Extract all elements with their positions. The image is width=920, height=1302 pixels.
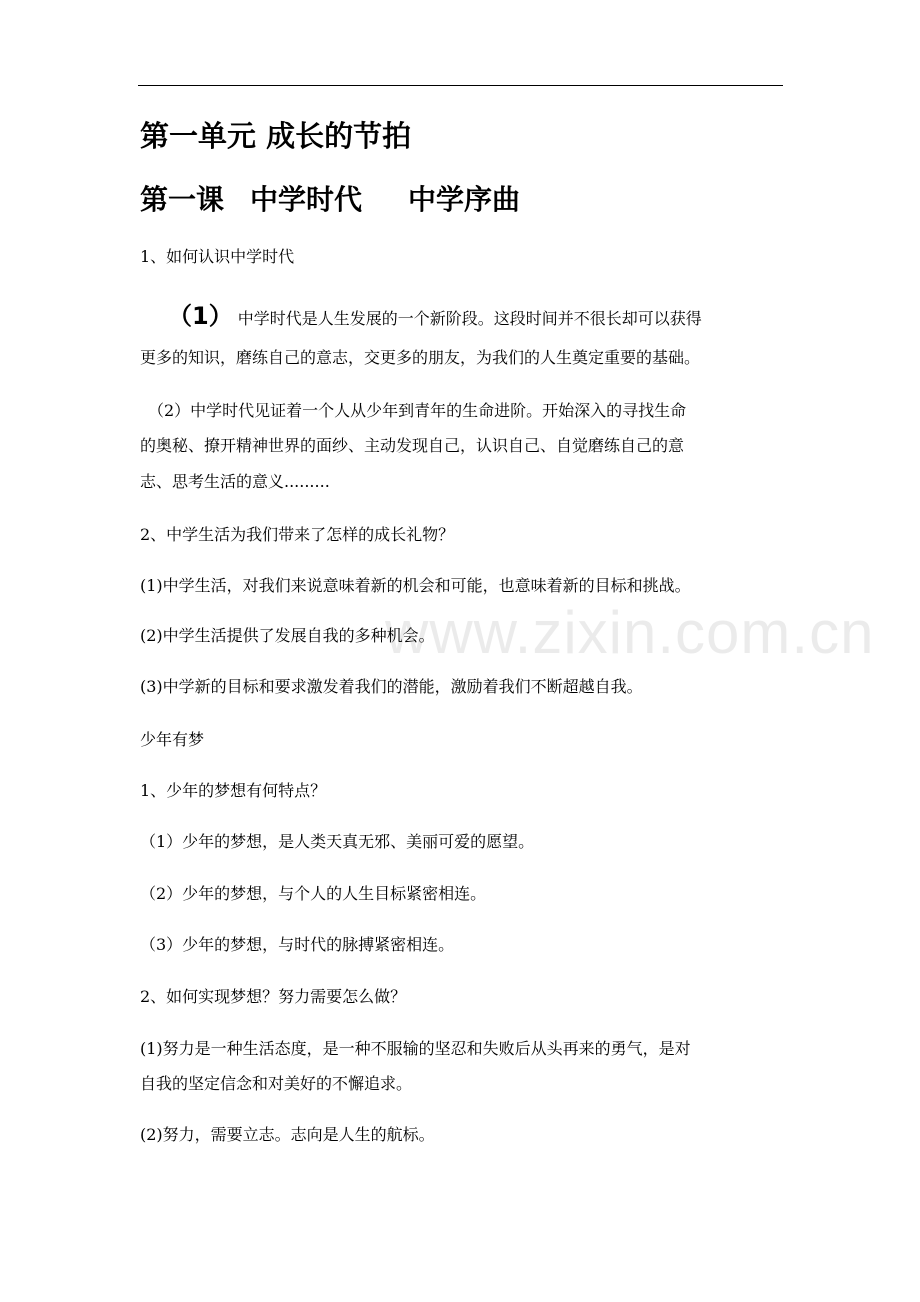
q3-item-2: （2）少年的梦想，与个人的人生目标紧密相连。: [140, 884, 487, 903]
q3-item-1: （1）少年的梦想，是人类天真无邪、美丽可爱的愿望。: [140, 832, 535, 851]
q1-p2-line2: 的奥秘、撩开精神世界的面纱、主动发现自己，认识自己、自觉磨练自己的意: [140, 436, 685, 455]
watermark: www.zixin.com.cn: [385, 599, 875, 666]
q1-p1-number: （1）: [168, 302, 233, 330]
q2-item-1: (1)中学生活，对我们来说意味着新的机会和可能，也意味着新的目标和挑战。: [140, 576, 691, 595]
q2-heading: 2、中学生活为我们带来了怎样的成长礼物？: [140, 525, 455, 544]
q4-item-2: (2)努力，需要立志。志向是人生的航标。: [140, 1125, 435, 1144]
lesson-title: [140, 183, 520, 217]
q2-item-3: (3)中学新的目标和要求激发着我们的潜能，激励着我们不断超越自我。: [140, 677, 643, 696]
q1-p2-line3: 志、思考生活的意义.........: [140, 472, 330, 491]
lesson-section: 中学序曲: [408, 183, 521, 216]
q3-item-3: （3）少年的梦想，与时代的脉搏紧密相连。: [140, 935, 455, 954]
q1-p1-text: 中学时代是人生发展的一个新阶段。这段时间并不很长却可以获得: [237, 309, 702, 328]
q1-p1-line2: 更多的知识，磨练自己的意志，交更多的朋友，为我们的人生奠定重要的基础。: [140, 348, 701, 367]
q2-item-2: (2)中学生活提供了发展自我的多种机会。: [140, 626, 435, 645]
q1-heading: 1、如何认识中学时代: [140, 247, 295, 266]
q1-p2-line1: （2）中学时代见证着一个人从少年到青年的生命进阶。开始深入的寻找生命: [148, 401, 687, 420]
q4-item-1-line2: 自我的坚定信念和对美好的不懈追求。: [140, 1074, 413, 1093]
lesson-topic: 中学时代: [250, 183, 363, 216]
unit-title: 第一单元 成长的节拍: [140, 119, 412, 153]
q4-heading: 2、如何实现梦想？努力需要怎么做？: [140, 987, 407, 1006]
lesson-label: 第一课: [140, 183, 225, 216]
q1-p1-line1: [168, 302, 702, 330]
q3-heading: 1、少年的梦想有何特点？: [140, 781, 327, 800]
q4-item-1-line1: (1)努力是一种生活态度，是一种不服输的坚忍和失败后从头再来的勇气，是对: [140, 1039, 691, 1058]
header-rule: [138, 85, 783, 86]
section-heading: 少年有梦: [140, 730, 205, 749]
